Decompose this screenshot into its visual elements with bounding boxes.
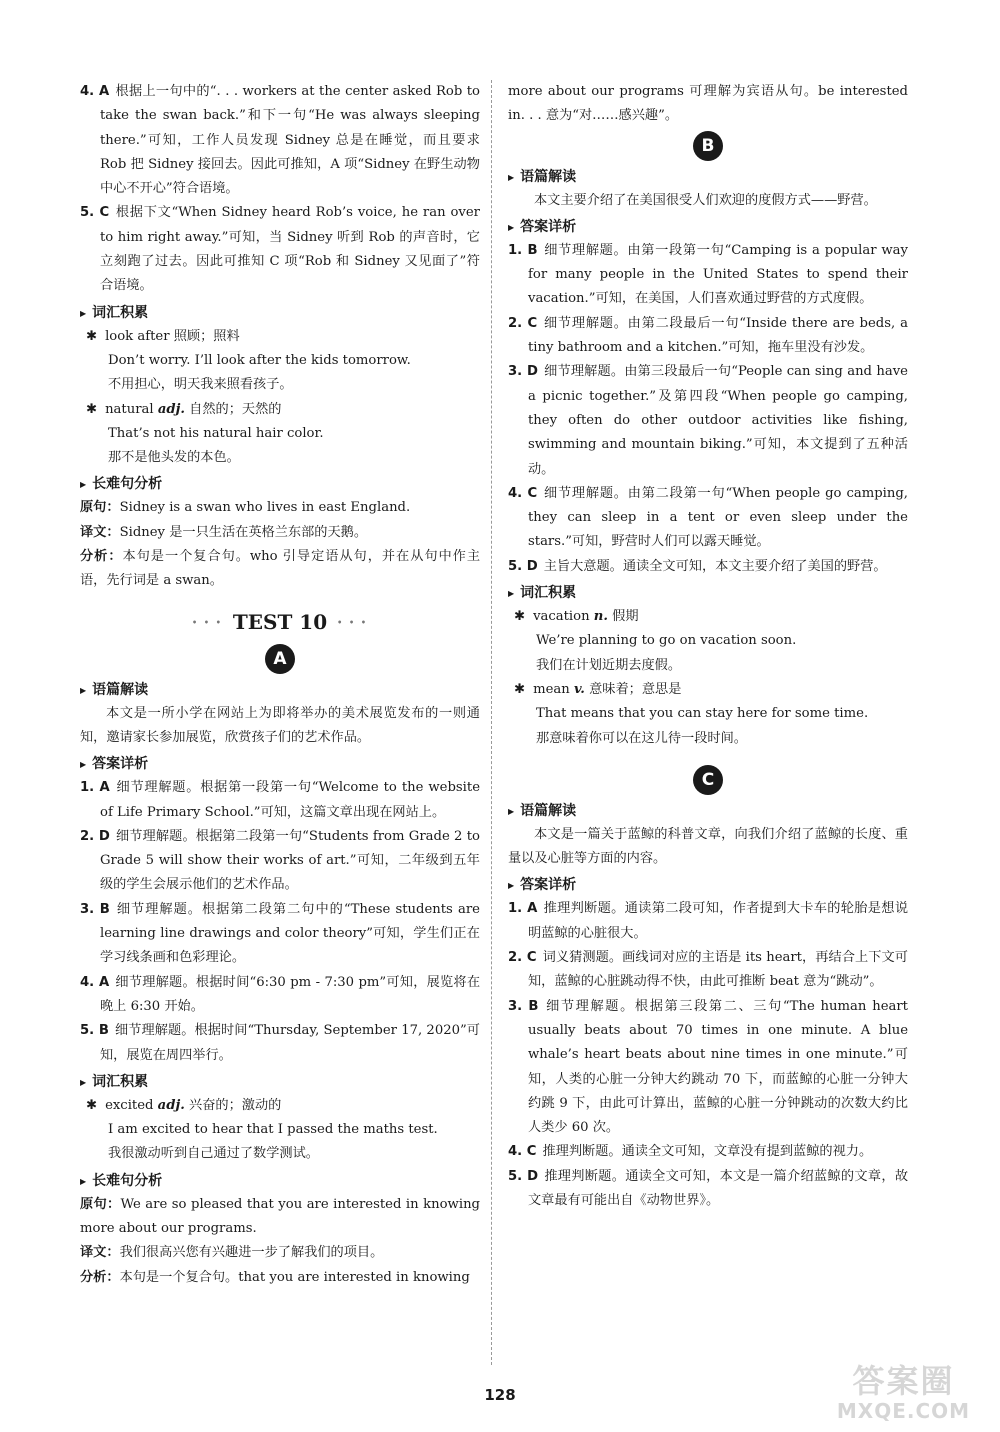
passage-b-badge: B (693, 131, 723, 161)
vocab-example-en: That means that you can stay here for some time. (536, 706, 869, 722)
section-heading-answers: ▶ 答案详析 (508, 218, 577, 235)
answer-item: 5. D 主旨大意题。通读全文可知，本文主要介绍了美国的野营。 (508, 558, 887, 574)
vocab-example-cn: 我们在计划近期去度假。 (536, 657, 682, 673)
vocab-example-en: Don’t worry. I’ll look after the kids tomorrow. (108, 352, 411, 368)
answer-item: 4. C 细节理解题。由第二段第一句“When people go camping, they can sleep in a tent or even sleep under the stars.”可知，野营时人们可以露天睡觉。 (508, 485, 908, 550)
vocab-example-cn: 那不是他头发的本色。 (108, 450, 240, 466)
watermark-logo (821, 1362, 986, 1426)
continued-analysis: more about our programs 可理解为宾语从句。be interested in. . . 意为“对……感兴趣”。 (508, 84, 908, 124)
arrow-icon: ▶ (80, 685, 87, 695)
section-heading-reading: ▶ 语篇解读 (508, 802, 577, 819)
reading-summary: 本文是一篇关于蓝鲸的科普文章，向我们介绍了蓝鲸的长度、重量以及心脏等方面的内容。 (508, 826, 908, 867)
column-divider (491, 80, 492, 1365)
sentence-translation: 译文：Sidney 是一只生活在英格兰东部的天鹅。 (80, 524, 368, 540)
section-heading-sentence: ▶ 长难句分析 (80, 1172, 163, 1189)
answer-item: 5. D 推理判断题。通读全文可知，本文是一篇介绍蓝鲸的文章，故文章最有可能出自《动物世界》。 (508, 1168, 909, 1208)
section-heading-answers: ▶ 答案详析 (80, 756, 149, 773)
right-column (508, 80, 908, 1213)
sentence-analysis: 分析：本句是一个复合句。who 引导定语从句，并在从句中作主语，先行词是 a swan。 (80, 549, 481, 589)
section-heading-reading: ▶ 语篇解读 (508, 168, 577, 185)
vocab-example-en: I am excited to hear that I passed the maths test. (108, 1122, 438, 1138)
arrow-icon: ▶ (80, 1176, 87, 1186)
sentence-source: 原句：Sidney is a swan who lives in east England. (80, 500, 411, 516)
vocab-entry: ✱ vacation n. 假期 (514, 609, 639, 625)
answer-item: 3. B 细节理解题。根据第三段第二、三句“The human heart usually beats about 70 times in one minute. A blue whale’s heart beats about nine times in one minute.”可知，人类的心脏一分钟大约跳动 70 下，而蓝鲸的心脏一分钟大约跳 9 下，由此可计算出，蓝鲸的心脏一分钟跳动的次数大约比人类少 60 次。 (508, 998, 908, 1136)
sentence-analysis: 分析：本句是一个复合句。that you are interested in knowing (80, 1269, 470, 1285)
section-heading-vocab: ▶ 词汇积累 (508, 585, 577, 602)
watermark-line1: 答案圈 (852, 1362, 955, 1400)
page-number: 128 (484, 1386, 516, 1404)
vocab-entry: ✱ excited adj. 兴奋的；激动的 (86, 1097, 282, 1113)
test-title: • • • TEST 10 • • • (191, 609, 369, 634)
arrow-icon: ▶ (508, 881, 515, 891)
vocab-entry: ✱ natural adj. 自然的；天然的 (86, 401, 282, 417)
arrow-icon: ▶ (508, 806, 515, 816)
section-heading-sentence: ▶ 长难句分析 (80, 476, 163, 493)
answer-item: 1. A 细节理解题。根据第一段第一句“Welcome to the website of Life Primary School.”可知，这篇文章出现在网站上。 (80, 780, 480, 820)
vocab-example-cn: 那意味着你可以在这儿待一段时间。 (536, 730, 747, 746)
answer-item: 5. B 细节理解题。根据时间“Thursday, September 17, 2020”可知，展览在周四举行。 (80, 1023, 480, 1063)
section-heading-reading: ▶ 语篇解读 (80, 681, 149, 698)
arrow-icon: ▶ (508, 589, 515, 599)
answer-item: 3. D 细节理解题。由第三段最后一句“People can sing and have a picnic together.”及第四段“When people go camping, they often do other outdoor activities like fishing, swimming and mountain biking.”可知，本文提到了五种活动。 (508, 364, 908, 477)
star-icon: ✱ (86, 1097, 98, 1113)
star-icon: ✱ (86, 328, 98, 344)
answer-item: 3. B 细节理解题。根据第二段第二句中的“These students are learning line drawings and color theory”可知，学生们正在学习线条画和色彩理论。 (80, 901, 480, 966)
section-heading-vocab: ▶ 词汇积累 (80, 304, 149, 321)
answer-item: 2. C 词义猜测题。画线词对应的主语是 its heart，再结合上下文可知，蓝鲸的心脏跳动得不快，由此可推断 beat 意为“跳动”。 (508, 950, 908, 990)
arrow-icon: ▶ (80, 1077, 87, 1087)
left-column (80, 80, 480, 1290)
answer-item: 2. C 细节理解题。由第二段最后一句“Inside there are beds, a tiny bathroom and a kitchen.”可知，拖车里没有沙发。 (508, 315, 908, 356)
arrow-icon: ▶ (80, 760, 87, 770)
sentence-source: 原句：We are so pleased that you are interested in knowing more about our programs. (80, 1196, 480, 1236)
section-heading-vocab: ▶ 词汇积累 (80, 1073, 149, 1090)
passage-a-badge: A (265, 644, 295, 674)
arrow-icon: ▶ (80, 308, 87, 318)
answer-item: 4. A 根据上一句中的“. . . workers at the center asked Rob to take the swan back.”和下一句“He was always sleeping there.”可知，工作人员发现 Sidney 总是在睡觉，而且要求 Rob 把 Sidney 接回去。因此可推知，A 项“Sidney 在野生动物中心不开心”符合语境。 (80, 84, 480, 197)
answer-item: 5. C 根据下文“When Sidney heard Rob’s voice, he ran over to him right away.”可知，当 Sidney 听到 Rob 的声音时，它立刻跑了过去。因此可推知 C 项“Rob 和 Sidney 又见面了”符合语境。 (80, 205, 480, 294)
vocab-entry: ✱ mean v. 意味着；意思是 (514, 681, 682, 697)
section-heading-answers: ▶ 答案详析 (508, 877, 577, 894)
answer-item: 4. C 推理判断题。通读全文可知，文章没有提到蓝鲸的视力。 (508, 1144, 873, 1160)
arrow-icon: ▶ (508, 172, 515, 182)
star-icon: ✱ (86, 401, 98, 417)
watermark-line2: MXQE.COM (836, 1399, 971, 1423)
arrow-icon: ▶ (508, 222, 515, 232)
arrow-icon: ▶ (80, 480, 87, 490)
vocab-example-cn: 我很激动听到自己通过了数学测试。 (108, 1146, 319, 1162)
vocab-example-en: That’s not his natural hair color. (108, 425, 324, 441)
reading-summary: 本文主要介绍了在美国很受人们欢迎的度假方式——野营。 (534, 192, 877, 208)
reading-summary: 本文是一所小学在网站上为即将举办的美术展览发布的一则通知，邀请家长参加展览，欣赏孩子们的艺术作品。 (80, 705, 480, 745)
vocab-example-en: We’re planning to go on vacation soon. (536, 633, 797, 649)
answer-item: 4. A 细节理解题。根据时间“6:30 pm - 7:30 pm”可知，展览将在晚上 6:30 开始。 (80, 974, 481, 1014)
star-icon: ✱ (514, 609, 526, 625)
passage-c-badge: C (693, 765, 723, 795)
answer-item: 1. B 细节理解题。由第一段第一句“Camping is a popular way for many people in the United States to spend their vacation.”可知，在美国，人们喜欢通过野营的方式度假。 (508, 242, 908, 307)
answer-item: 2. D 细节理解题。根据第二段第一句“Students from Grade 2 to Grade 5 will show their works of art.”可知，二年级到五年级的学生会展示他们的艺术作品。 (80, 828, 480, 893)
star-icon: ✱ (514, 681, 526, 697)
vocab-entry: ✱ look after 照顾；照料 (86, 328, 240, 344)
vocab-example-cn: 不用担心，明天我来照看孩子。 (108, 377, 293, 393)
answer-item: 1. A 推理判断题。通读第二段可知，作者提到大卡车的轮胎是想说明蓝鲸的心脏很大。 (508, 901, 909, 941)
sentence-translation: 译文：我们很高兴您有兴趣进一步了解我们的项目。 (80, 1245, 384, 1261)
